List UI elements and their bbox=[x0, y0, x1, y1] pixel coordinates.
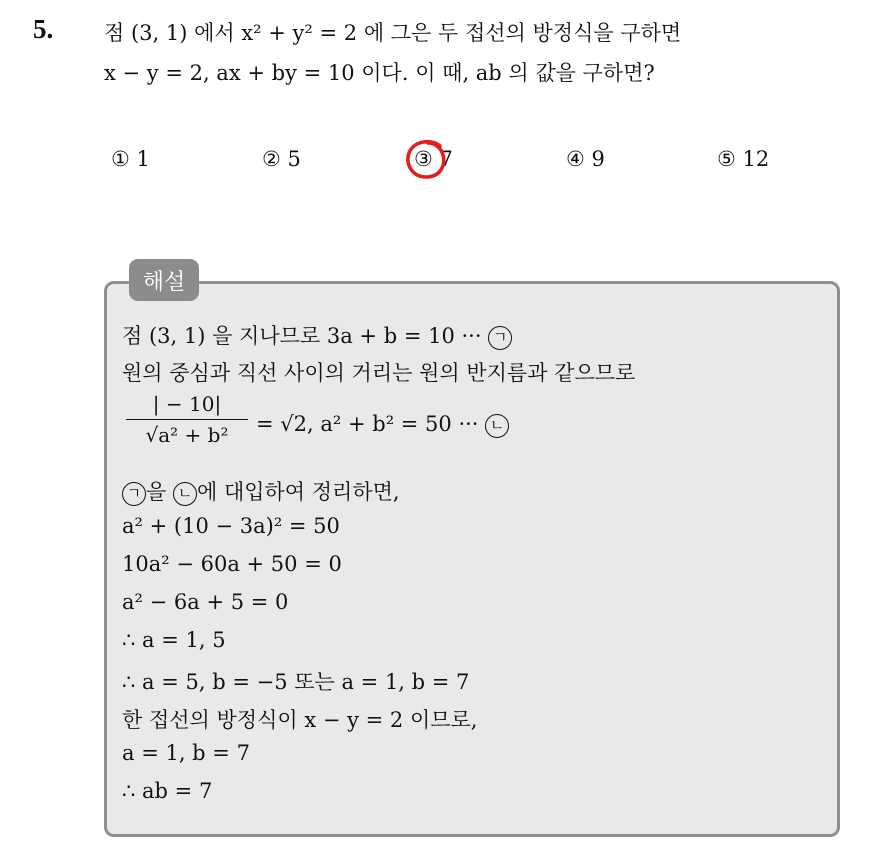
solution-line-2: 원의 중심과 직선 사이의 거리는 원의 반지름과 같으므로 bbox=[122, 361, 636, 385]
circled-nieun-tag: ㄴ bbox=[485, 414, 509, 438]
particle-eul: 을 bbox=[146, 480, 167, 504]
solution-step: a² − 6a + 5 = 0 bbox=[122, 590, 289, 614]
solution-step: ∴ ab = 7 bbox=[122, 779, 213, 803]
circled-giyeok-tag: ㄱ bbox=[488, 326, 512, 350]
solution-line-1 bbox=[122, 320, 512, 350]
fraction-numerator: | − 10| bbox=[152, 392, 222, 416]
question-text-line-2: x − y = 2, ax + by = 10 이다. 이 때, ab 의 값을 구하면? bbox=[104, 61, 655, 85]
circled-nieun-tag: ㄴ bbox=[173, 482, 197, 506]
solution-step: a² + (10 − 3a)² = 50 bbox=[122, 514, 340, 538]
question-text-line-1: 점 (3, 1) 에서 x² + y² = 2 에 그은 두 접선의 방정식을 구하면 bbox=[104, 21, 682, 45]
solution-line-1-text: 점 (3, 1) 을 지나므로 3a + b = 10 ··· bbox=[122, 324, 482, 348]
solution-line-4-text: 에 대입하여 정리하면, bbox=[196, 480, 400, 504]
solution-step: ∴ a = 5, b = −5 또는 a = 1, b = 7 bbox=[122, 670, 470, 694]
choice-5[interactable]: ⑤ 12 bbox=[717, 147, 770, 171]
solution-step: ∴ a = 1, 5 bbox=[122, 628, 226, 652]
question-number: 5. bbox=[33, 14, 54, 44]
circled-giyeok-tag: ㄱ bbox=[122, 482, 146, 506]
fraction-denominator: √a² + b² bbox=[145, 423, 229, 447]
solution-step: 10a² − 60a + 50 = 0 bbox=[122, 552, 342, 576]
solution-line-3 bbox=[256, 412, 509, 438]
answer-mark-circle bbox=[404, 137, 448, 181]
choice-1[interactable]: ① 1 bbox=[111, 147, 150, 171]
solution-step: 한 접선의 방정식이 x − y = 2 이므로, bbox=[122, 708, 478, 732]
choice-4[interactable]: ④ 9 bbox=[566, 147, 605, 171]
solution-tab-label: 해설 bbox=[129, 259, 199, 301]
choice-3[interactable]: ③ 7 bbox=[414, 147, 453, 171]
fraction-equation-rest: = √2, a² + b² = 50 ··· bbox=[256, 412, 479, 436]
choice-2[interactable]: ② 5 bbox=[262, 147, 301, 171]
solution-line-4 bbox=[122, 476, 400, 506]
solution-step: a = 1, b = 7 bbox=[122, 741, 250, 765]
distance-fraction bbox=[126, 392, 248, 447]
